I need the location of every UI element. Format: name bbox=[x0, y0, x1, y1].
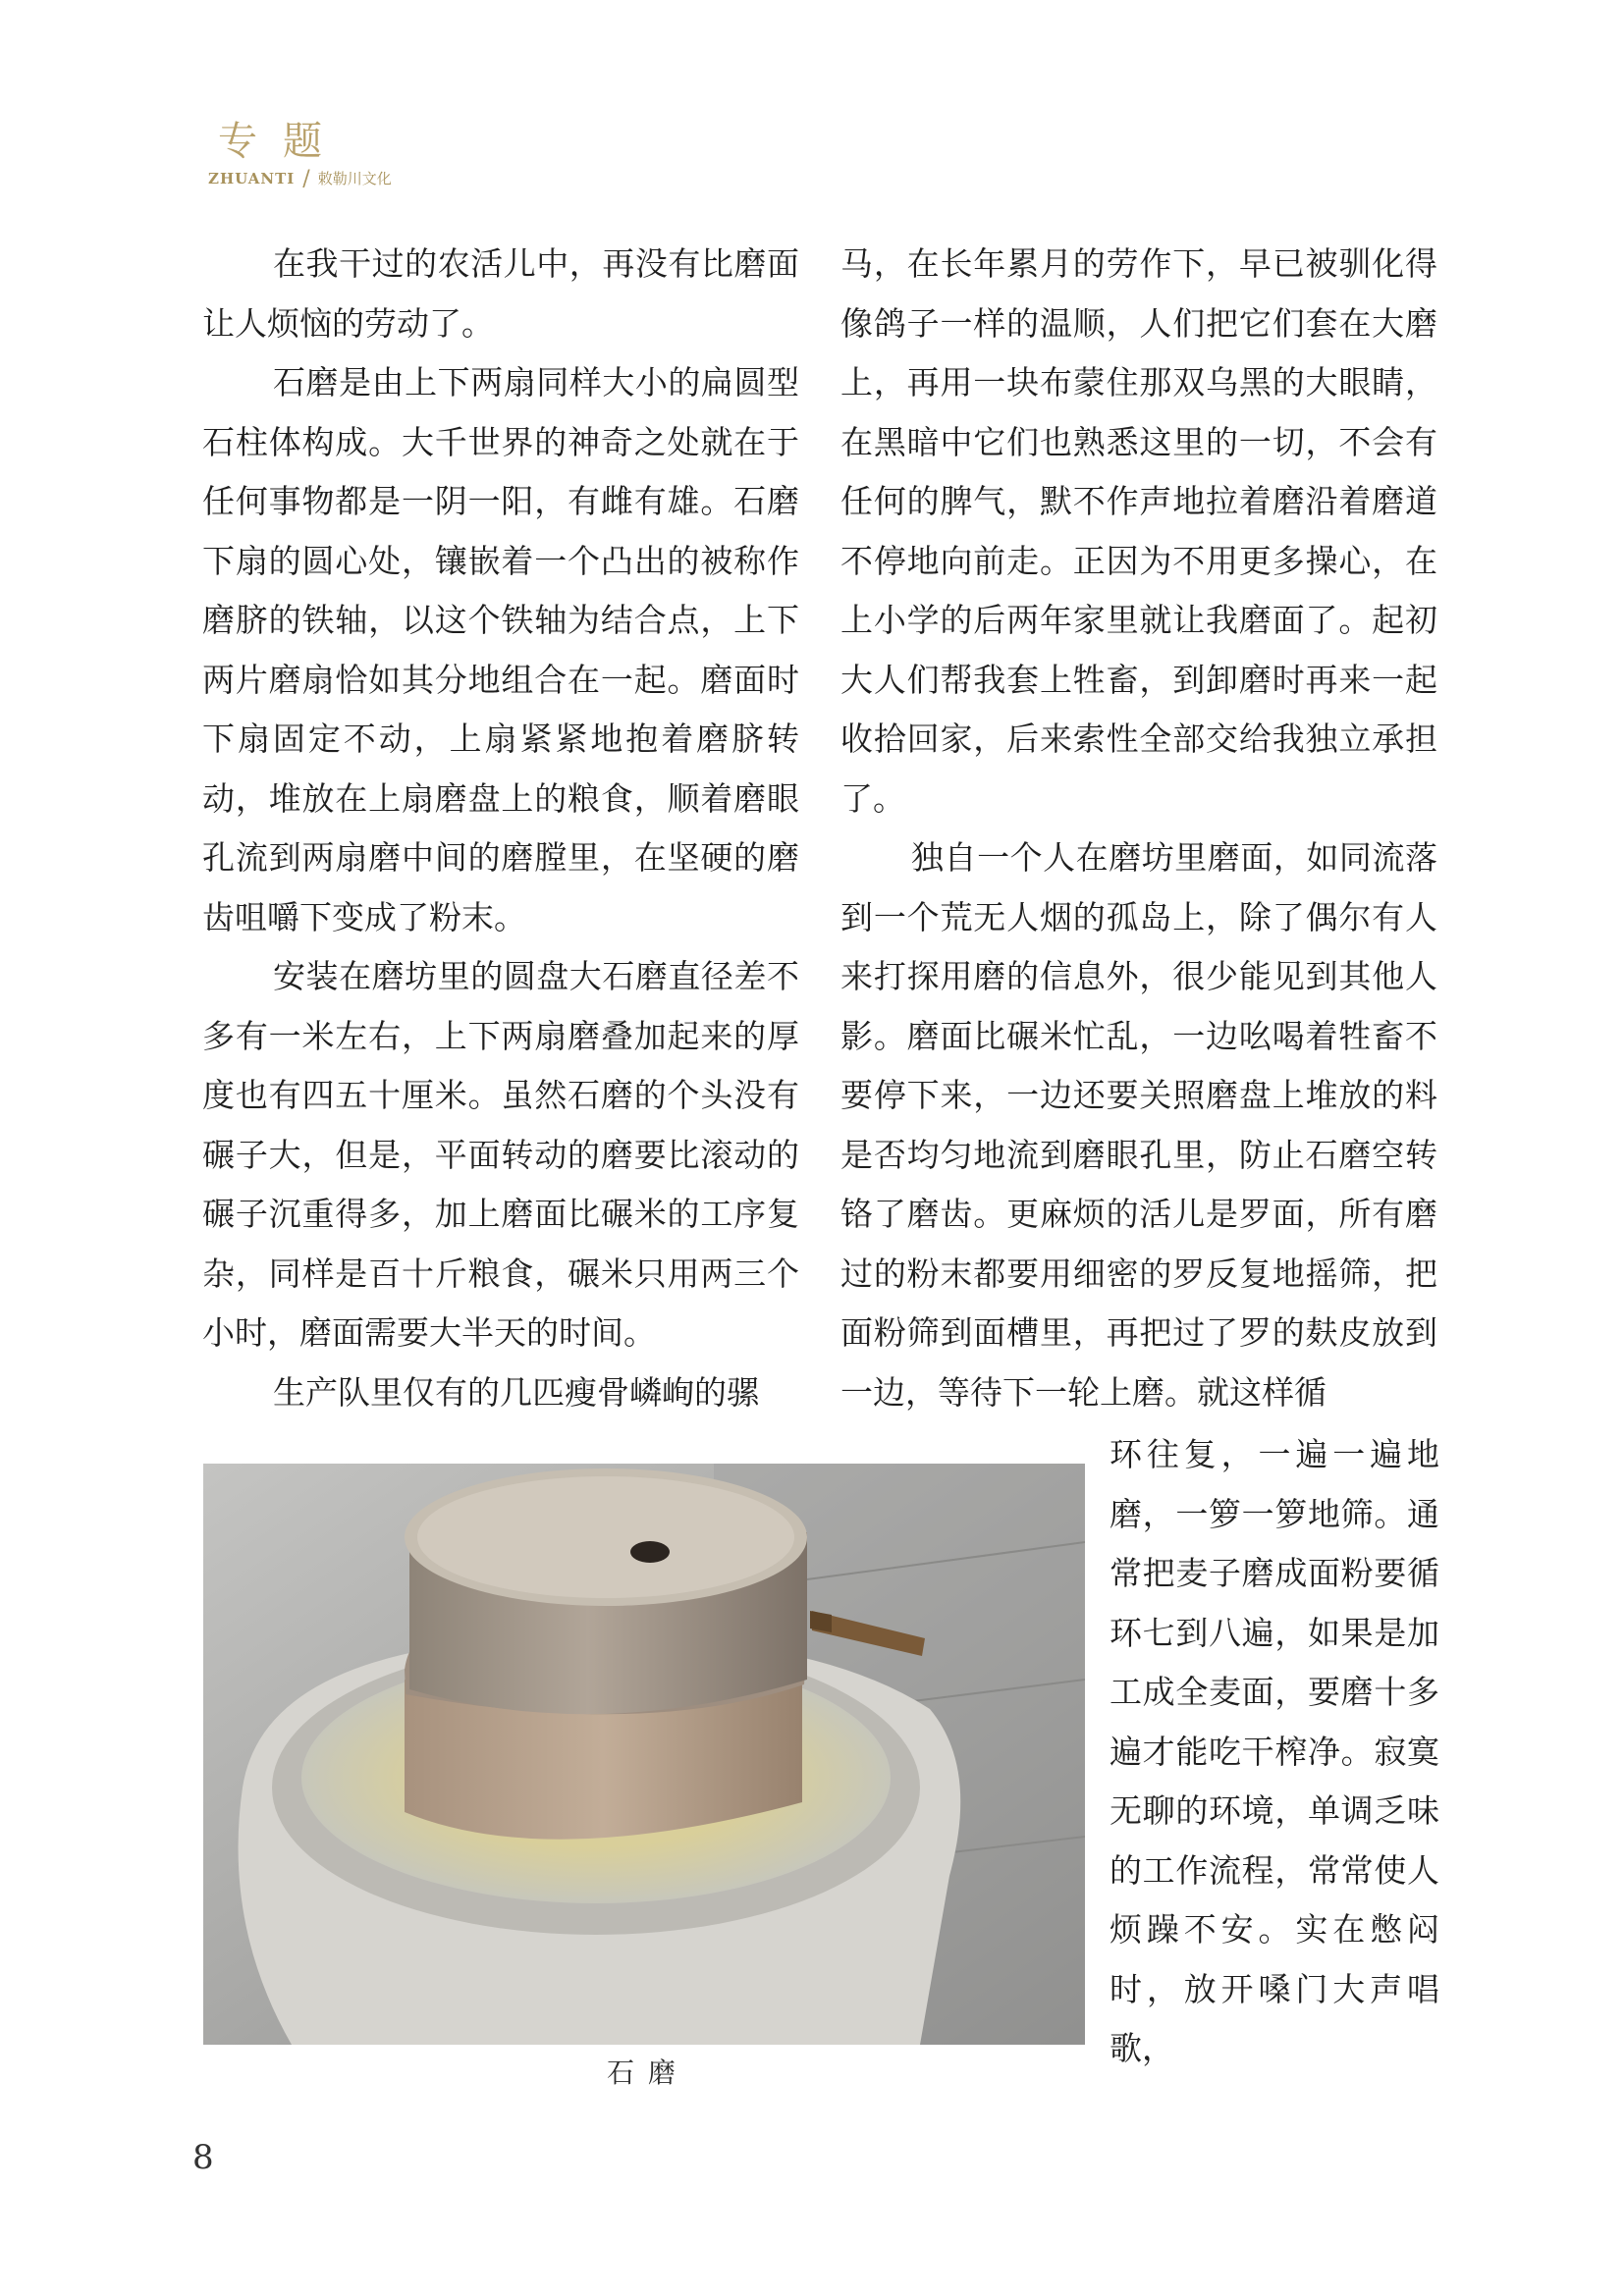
article-column-wrap bbox=[1110, 1425, 1439, 2079]
section-title: 专题 bbox=[218, 119, 348, 164]
photo-caption: 石磨 bbox=[606, 2056, 689, 2089]
page-number: 8 bbox=[192, 2138, 214, 2177]
section-title-en: ZHUANTI bbox=[208, 170, 296, 187]
paragraph: 马，在长年累月的劳作下，早已被驯化得像鸽子一样的温顺，人们把它们套在大磨上，再用一块布蒙住那双乌黑的大眼睛，在黑暗中它们也熟悉这里的一切，不会有任何的脾气，默不作声地拉着磨沿着磨道不停地向前走。正因为不用更多操心，在上小学的后两年家里就让我磨面了。起初大人们帮我套上牲畜，到卸磨时再来一起收拾回家，后来索性全部交给我独立承担了。 bbox=[840, 244, 1437, 818]
paragraph: 安装在磨坊里的圆盘大石磨直径差不多有一米左右，上下两扇磨叠加起来的厚度也有四五十厘米。虽然石磨的个头没有碾子大，但是，平面转动的磨要比滚动的碾子沉重得多，加上磨面比碾米的工序复杂，同样是百十斤粮食，碾米只用两三个小时，磨面需要大半天的时间。 bbox=[202, 957, 799, 1352]
paragraph: 独自一个人在磨坊里磨面，如同流落到一个荒无人烟的孤岛上，除了偶尔有人来打探用磨的信息外，很少能见到其他人影。磨面比碾米忙乱，一边吆喝着牲畜不要停下来，一边还要关照磨盘上堆放的料是否均匀地流到磨眼孔里，防止石磨空转铬了磨齿。更麻烦的活儿是罗面，所有磨过的粉末都要用细密的罗反复地摇筛，把面粉筛到面槽里，再把过了罗的麸皮放到一边，等待下一轮上磨。就这样循 bbox=[840, 838, 1437, 1412]
paragraph: 在我干过的农活儿中，再没有比磨面让人烦恼的劳动了。 bbox=[202, 244, 799, 343]
millstone-photo bbox=[203, 1464, 1085, 2045]
section-subtitle bbox=[208, 165, 392, 189]
paragraph: 石磨是由上下两扇同样大小的扁圆型石柱体构成。大千世界的神奇之处就在于任何事物都是一阴一阳，有雌有雄。石磨下扇的圆心处，镶嵌着一个凸出的被称作磨脐的铁轴，以这个铁轴为结合点，上下两片磨扇恰如其分地组合在一起。磨面时下扇固定不动，上扇紧紧地抱着磨脐转动，堆放在上扇磨盘上的粮食，顺着磨眼孔流到两扇磨中间的磨膛里，在坚硬的磨齿咀嚼下变成了粉末。 bbox=[202, 363, 799, 936]
paragraph: 环往复，一遍一遍地磨，一箩一箩地筛。通常把麦子磨成面粉要循环七到八遍，如果是加工成全麦面，要磨十多遍才能吃干榨净。寂寞无聊的环境，单调乏味的工作流程，常常使人烦躁不安。实在憋闷时，放开嗓门大声唱歌， bbox=[1110, 1435, 1439, 2067]
divider-slash: / bbox=[302, 167, 310, 191]
article-column-left bbox=[202, 235, 799, 1422]
column-name: 敕勒川文化 bbox=[317, 170, 392, 187]
paragraph: 生产队里仅有的几匹瘦骨嶙峋的骡 bbox=[273, 1372, 759, 1412]
article-column-right bbox=[840, 235, 1437, 1422]
